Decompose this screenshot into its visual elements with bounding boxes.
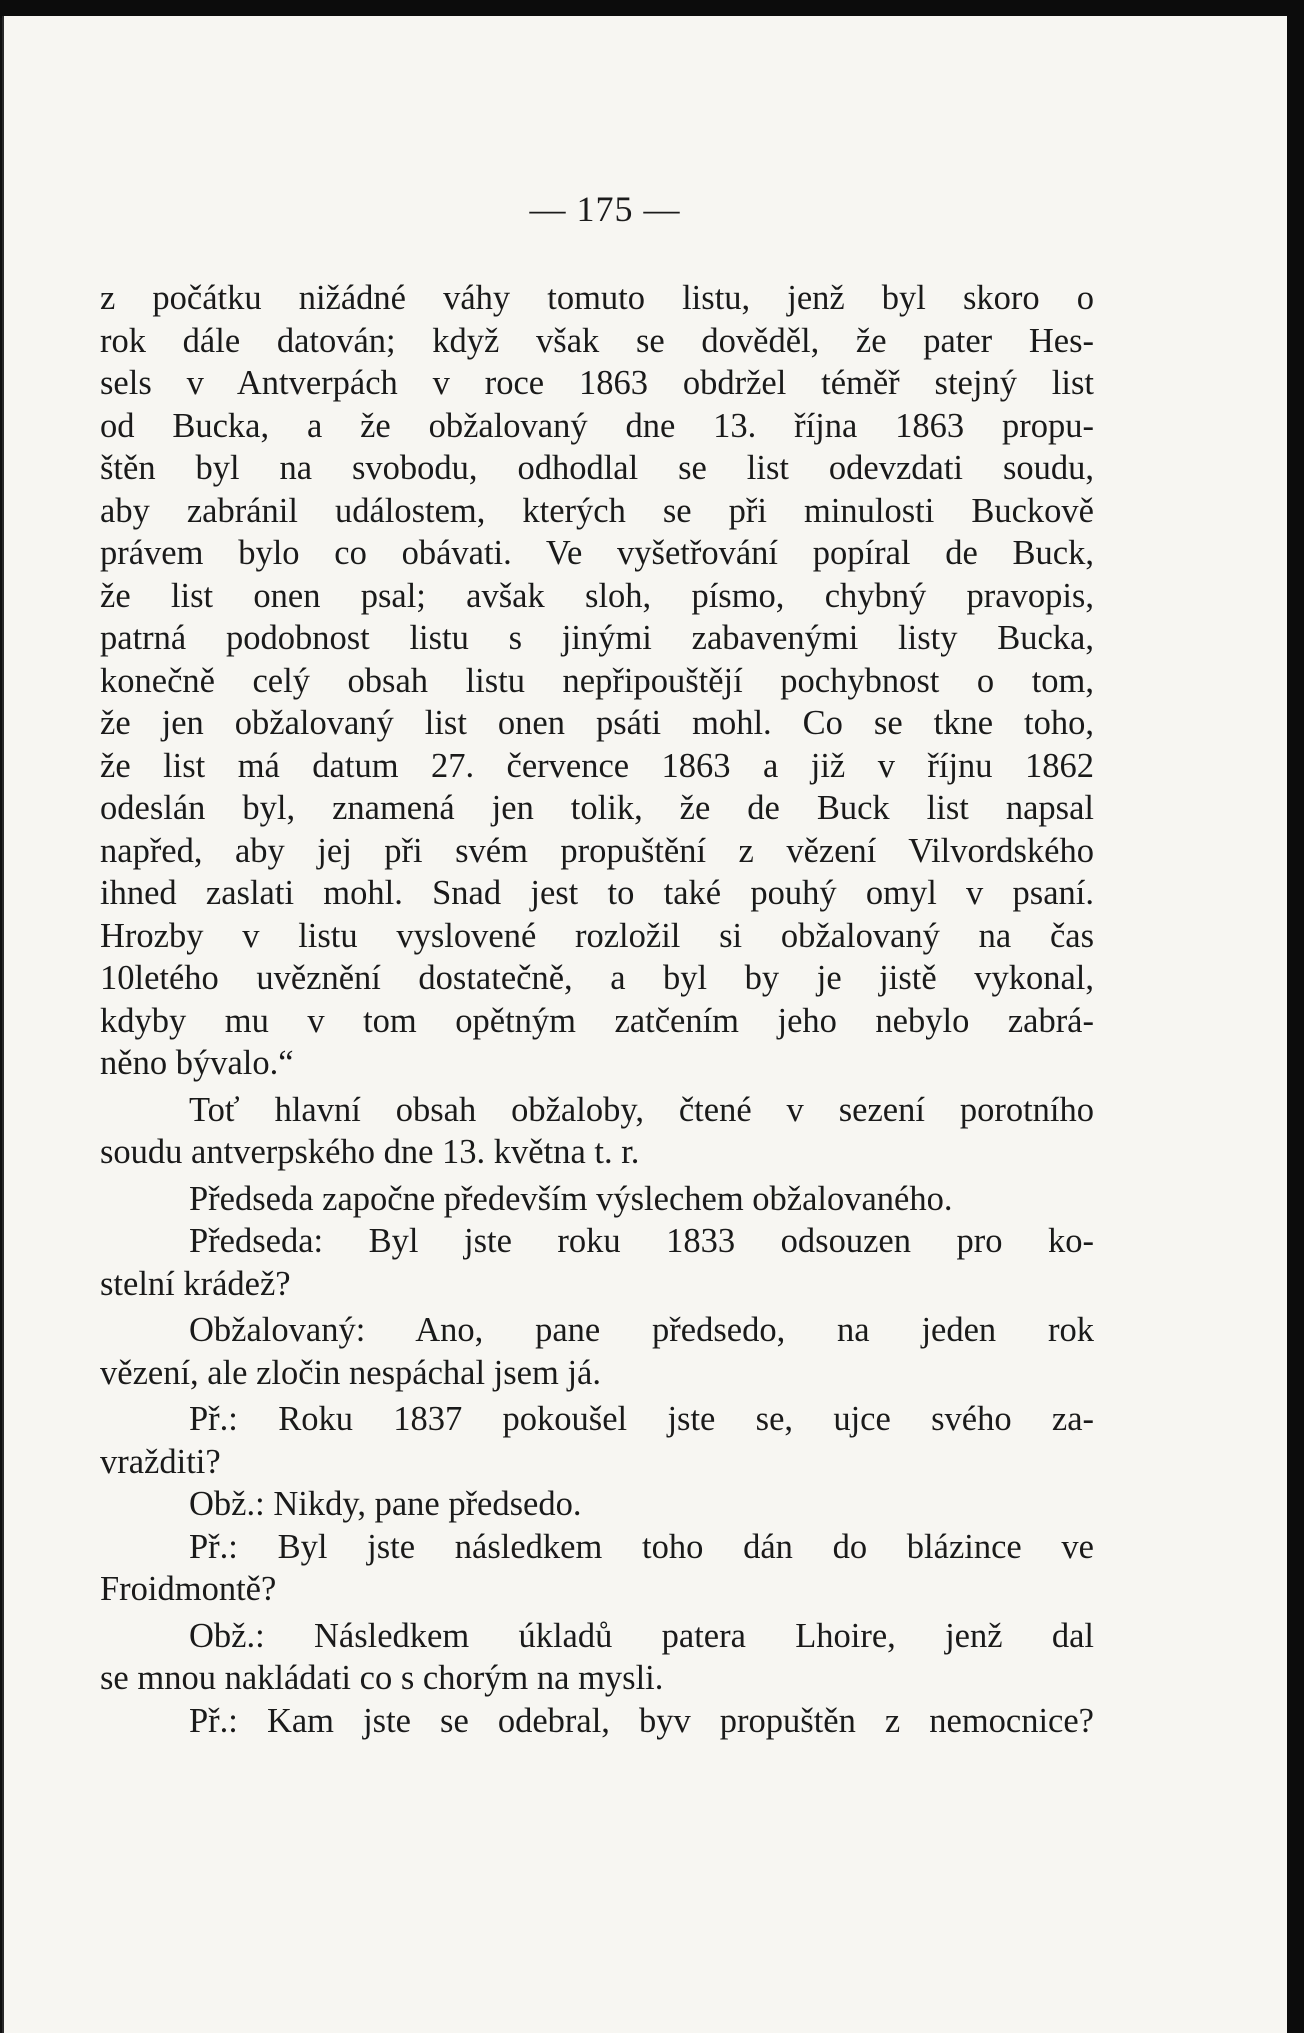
text-line: vězení, ale zločin nespáchal jsem já.	[100, 1353, 601, 1392]
text-line: Př.: Kam jste se odebral, byv propuštěn z nemocnice?	[189, 1701, 1094, 1740]
text-line: napřed, aby jej při svém propuštění z vězení Vilvordského	[100, 831, 1094, 870]
text-line: Předseda: Byl jste roku 1833 odsouzen pro ko-	[189, 1222, 1094, 1260]
page-number: — 175 —	[529, 189, 681, 229]
text-line: sels v Antverpách v roce 1863 obdržel téměř stejný list	[100, 364, 1094, 402]
text-line: od Bucka, a že obžalovaný dne 13. října 1863 propu-	[100, 406, 1094, 445]
text-line: že jen obžalovaný list onen psáti mohl. Co se tkne toho,	[100, 704, 1094, 742]
text-line: štěn byl na svobodu, odhodlal se list odevzdati soudu,	[100, 449, 1094, 487]
text-line: kdyby mu v tom opětným zatčením jeho nebylo zabrá-	[100, 1001, 1094, 1040]
body-text	[100, 277, 1094, 1742]
text-line: Obžalovaný: Ano, pane předsedo, na jeden rok	[189, 1311, 1094, 1349]
text-line: odeslán byl, znamená jen tolik, že de Buck list napsal	[100, 789, 1094, 827]
text-line: Předseda započne především výslechem obžalovaného.	[189, 1179, 953, 1218]
text-line: něno bývalo.“	[100, 1044, 294, 1082]
text-line: právem bylo co obávati. Ve vyšetřování popíral de Buck,	[100, 534, 1094, 572]
text-line: že list onen psal; avšak sloh, písmo, chybný pravopis,	[100, 576, 1094, 615]
text-line: Př.: Byl jste následkem toho dán do blázince ve	[189, 1527, 1094, 1566]
text-line: z počátku nižádné váhy tomuto listu, jenž byl skoro o	[100, 279, 1094, 317]
text-line: Toť hlavní obsah obžaloby, čtené v sezení porotního	[189, 1090, 1094, 1129]
text-line: Froidmontě?	[100, 1570, 277, 1608]
text-line: stelní krádež?	[100, 1264, 291, 1303]
text-line: aby zabránil událostem, kterých se při minulosti Buckově	[100, 491, 1094, 530]
text-line: rok dále datován; když však se dověděl, že pater Hes-	[100, 321, 1094, 360]
text-line: patrná podobnost listu s jinými zabavenými listy Bucka,	[100, 619, 1094, 657]
text-line: soudu antverpského dne 13. května t. r.	[100, 1133, 640, 1171]
text-line: Hrozby v listu vyslovené rozložil si obžalovaný na čas	[100, 916, 1094, 955]
text-line: vražditi?	[100, 1442, 221, 1481]
text-line: Obž.: Nikdy, pane předsedo.	[189, 1485, 582, 1523]
text-line: konečně celý obsah listu nepřipouštějí pochybnost o tom,	[100, 661, 1094, 700]
text-line: Př.: Roku 1837 pokoušel jste se, ujce svého za-	[189, 1400, 1094, 1438]
text-line: ihned zaslati mohl. Snad jest to také pouhý omyl v psaní.	[100, 874, 1094, 912]
text-line: 10letého uvěznění dostatečně, a byl by je jistě vykonal,	[100, 959, 1094, 997]
text-line: se mnou nakládati co s chorým na mysli.	[100, 1659, 664, 1697]
text-line: Obž.: Následkem úkladů patera Lhoire, jenž dal	[189, 1616, 1094, 1655]
text-line: že list má datum 27. července 1863 a již v říjnu 1862	[100, 746, 1094, 785]
scan-right-edge	[1287, 0, 1304, 2033]
